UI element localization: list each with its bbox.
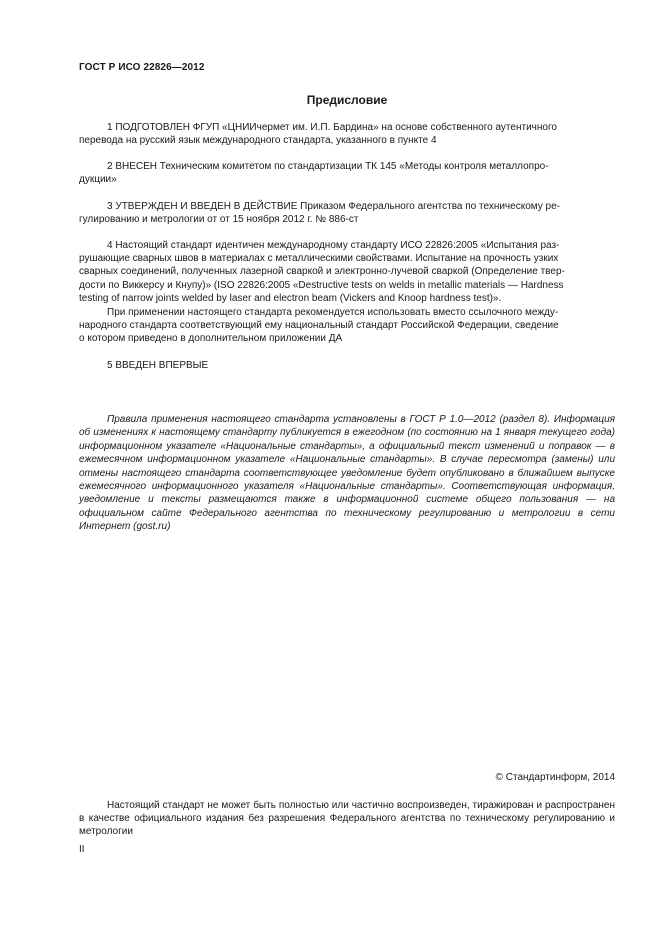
paragraph-line: При применении настоящего стандарта рекомендуется использовать вместо ссылочного между- [107,307,559,318]
paragraph-2 [79,160,615,186]
copyright: © Стандартинформ, 2014 [495,772,615,783]
paragraph-6 [79,359,615,372]
document-code: ГОСТ Р ИСО 22826—2012 [79,62,205,73]
paragraph-line: дости по Виккерсу и Кнупу)» (ISO 22826:2005 «Destructive tests on welds in metallic materials — Hardness [79,279,564,291]
paragraph-line: 2 ВНЕСЕН Техническим комитетом по стандартизации ТК 145 «Методы контроля металлопро- [107,161,549,172]
paragraph-line: 3 УТВЕРЖДЕН И ВВЕДЕН В ДЕЙСТВИЕ Приказом Федерального агентства по техническому ре- [107,201,560,212]
paragraph-line: о котором приведено в дополнительном приложении ДА [79,333,343,345]
page-number: II [79,844,85,855]
reproduction-notice: Настоящий стандарт не может быть полностью или частично воспроизведен, тиражирован и распространен в качестве официального издания без разрешения Федерального агентства по техническому регулированию и метрологии [79,800,615,838]
paragraph-line: перевода на русский язык международного стандарта, указанного в пункте 4 [79,135,437,147]
page-title: Предисловие [306,93,388,107]
paragraph-line: 1 ПОДГОТОВЛЕН ФГУП «ЦНИИчермет им. И.П. Бардина» на основе собственного аутентичного [107,122,557,133]
paragraph-line: гулированию и метрологии от от 15 ноября 2012 г. № 886-ст [79,214,359,226]
paragraph-line: 4 Настоящий стандарт идентичен международному стандарту ИСО 22826:2005 «Испытания раз- [107,240,560,251]
paragraph-line: народного стандарта соответствующий ему национальный стандарт Российской Федерации, сведение [79,320,559,332]
paragraph-4 [79,239,615,305]
paragraph-3 [79,200,615,226]
paragraph-line: сварных соединений, полученных лазерной сваркой и электронно-лучевой сваркой (Определение твер- [79,266,565,278]
paragraph-line: рушающие сварных швов в материалах с металлическими свойствами. Испытание на прочность узких [79,253,559,265]
paragraph-5 [79,306,615,346]
paragraph-line: testing of narrow joints welded by laser and electron beam (Vickers and Knoop hardness test)». [79,292,502,304]
paragraph-1 [79,121,615,147]
paragraph-line: 5 ВВЕДЕН ВПЕРВЫЕ [107,360,209,371]
usage-notice: Правила применения настоящего стандарта установлены в ГОСТ Р 1.0—2012 (раздел 8). Информация об изменениях к настоящему стандарту публикуется в ежегодном (по состоянию на 1 января текущего года) информационном указателе «Национальные стандарты», а официальный текст изменений и поправок — в ежемесячном информационном указателе «Национальные стандарты». В случае пересмотра (замены) или отмены настоящего стандарта соответствующее уведомление будет опубликовано в ближайшем выпуске ежемесячного информационного указателя «Национальные стандарты». Соответствующая информация, уведомление и тексты размещаются также в информационной системе общего пользования — на официальном сайте Федерального агентства по техническому регулированию и метрологии в сети Интернет (gost.ru) [79,414,615,533]
paragraph-line: дукции» [79,174,117,186]
